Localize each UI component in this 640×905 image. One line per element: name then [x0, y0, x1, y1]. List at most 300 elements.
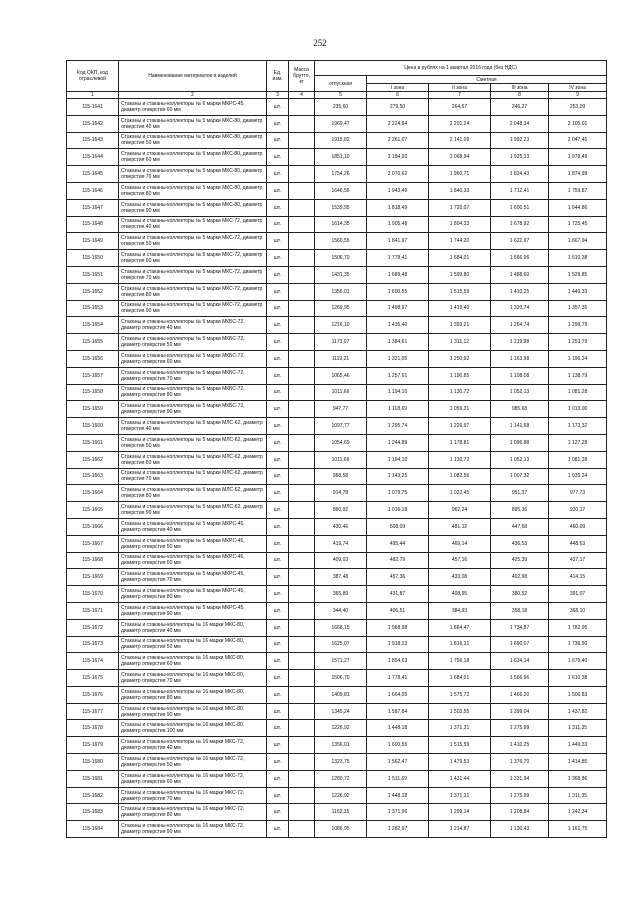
row-zone-3-price: 1 992,23: [491, 132, 549, 149]
row-unit: шт.: [267, 384, 289, 401]
row-code: 115-1669: [67, 569, 119, 586]
row-zone-2-price: 1 371,31: [429, 720, 491, 737]
row-zone-4-price: 1 253,79: [549, 334, 607, 351]
row-release-price: 1280,72: [315, 770, 367, 787]
row-release-price: 387,48: [315, 569, 367, 586]
row-release-price: 1969,47: [315, 115, 367, 132]
row-zone-2-price: 1 804,33: [429, 216, 491, 233]
row-mass: [289, 720, 315, 737]
row-code: 115-1677: [67, 703, 119, 720]
row-zone-3-price: 1 108,08: [491, 367, 549, 384]
row-name: Стаканы и стаканы-коллекторы № 5 марки МКБС-72, диаметр отверстия 90 мм: [119, 401, 267, 418]
row-zone-3-price: 1 566,96: [491, 250, 549, 267]
row-zone-3-price: 985,68: [491, 401, 549, 418]
row-zone-3-price: 1 824,43: [491, 166, 549, 183]
row-code: 115-1654: [67, 317, 119, 334]
row-name: Стаканы и стаканы-коллекторы № 5 марки МКС-72, диаметр отверстия 60 мм: [119, 250, 267, 267]
row-code: 115-1656: [67, 350, 119, 367]
table-row: [67, 602, 607, 619]
row-zone-4-price: 1 736,90: [549, 636, 607, 653]
row-zone-3-price: 1 130,43: [491, 821, 549, 838]
row-zone-1-price: 1 448,18: [367, 720, 429, 737]
row-zone-1-price: 1 841,97: [367, 233, 429, 250]
row-zone-4-price: 1 679,40: [549, 653, 607, 670]
row-zone-3-price: 1 466,20: [491, 686, 549, 703]
row-release-price: 1754,26: [315, 166, 367, 183]
row-code: 115-1652: [67, 283, 119, 300]
row-zone-4-price: 1 529,85: [549, 266, 607, 283]
row-zone-2-price: 1 684,01: [429, 250, 491, 267]
row-unit: шт.: [267, 418, 289, 435]
row-code: 115-1679: [67, 737, 119, 754]
row-zone-1-price: 2 261,07: [367, 132, 429, 149]
row-code: 115-1682: [67, 787, 119, 804]
row-zone-4-price: 253,09: [549, 99, 607, 116]
row-release-price: 1625,07: [315, 636, 367, 653]
row-zone-3-price: 1 690,07: [491, 636, 549, 653]
table-row: [67, 115, 607, 132]
row-zone-1-price: 1 384,61: [367, 334, 429, 351]
row-release-price: 1226,92: [315, 787, 367, 804]
row-zone-1-price: 1 600,55: [367, 737, 429, 754]
row-zone-1-price: 406,51: [367, 602, 429, 619]
row-release-price: 419,74: [315, 535, 367, 552]
column-number: 7: [429, 92, 491, 99]
row-zone-3-price: 1 488,60: [491, 266, 549, 283]
row-zone-4-price: 391,07: [549, 586, 607, 603]
row-code: 115-1645: [67, 166, 119, 183]
row-zone-3-price: 1 566,96: [491, 670, 549, 687]
table-row: [67, 569, 607, 586]
row-zone-1-price: 1 562,47: [367, 754, 429, 771]
row-name: Стаканы и стаканы-коллекторы № 5 марки МКРС-45, диаметр отверстия 40 мм: [119, 518, 267, 535]
row-zone-4-price: 460,09: [549, 518, 607, 535]
row-name: Стаканы и стаканы-коллекторы № 5 марки МКБС-72, диаметр отверстия 80 мм: [119, 384, 267, 401]
row-zone-3-price: 380,52: [491, 586, 549, 603]
table-row: [67, 686, 607, 703]
row-zone-2-price: 1 840,33: [429, 182, 491, 199]
row-zone-3-price: 1 320,74: [491, 300, 549, 317]
row-zone-2-price: 1 250,92: [429, 350, 491, 367]
row-mass: [289, 99, 315, 116]
row-zone-4-price: 1 610,38: [549, 670, 607, 687]
row-release-price: 1323,75: [315, 754, 367, 771]
header-code: Код ОКП, код отраслевой: [67, 61, 119, 92]
column-number-row: [67, 92, 607, 99]
row-release-price: 365,89: [315, 586, 367, 603]
row-name: Стаканы и стаканы-коллекторы № 5 марки МКБС-72, диаметр отверстия 60 мм: [119, 350, 267, 367]
column-number: 4: [289, 92, 315, 99]
row-zone-2-price: 1 022,45: [429, 485, 491, 502]
row-mass: [289, 804, 315, 821]
row-mass: [289, 334, 315, 351]
table-row: [67, 770, 607, 787]
row-zone-2-price: 1 515,59: [429, 283, 491, 300]
row-code: 115-1684: [67, 821, 119, 838]
row-unit: шт.: [267, 266, 289, 283]
row-zone-4-price: 1 138,79: [549, 367, 607, 384]
row-zone-1-price: 1 818,49: [367, 199, 429, 216]
row-release-price: 344,40: [315, 602, 367, 619]
row-zone-1-price: 482,79: [367, 552, 429, 569]
row-release-price: 1054,69: [315, 434, 367, 451]
row-zone-4-price: 368,10: [549, 602, 607, 619]
row-zone-2-price: 1 419,40: [429, 300, 491, 317]
row-zone-2-price: 1 311,12: [429, 334, 491, 351]
row-mass: [289, 132, 315, 149]
table-row: [67, 821, 607, 838]
row-name: Стаканы и стаканы-коллекторы № 5 марки МКРС-45, диаметр отверстия 60 мм: [119, 552, 267, 569]
row-zone-4-price: 2 105,01: [549, 115, 607, 132]
row-zone-3-price: 1 141,68: [491, 418, 549, 435]
row-mass: [289, 300, 315, 317]
row-zone-1-price: 1 118,69: [367, 401, 429, 418]
row-code: 115-1646: [67, 182, 119, 199]
row-unit: шт.: [267, 199, 289, 216]
row-unit: шт.: [267, 787, 289, 804]
row-code: 115-1675: [67, 670, 119, 687]
row-zone-3-price: 951,37: [491, 485, 549, 502]
row-zone-2-price: 1 431,44: [429, 770, 491, 787]
row-zone-1-price: 1 778,41: [367, 250, 429, 267]
row-zone-1-price: 1 295,74: [367, 418, 429, 435]
row-mass: [289, 434, 315, 451]
row-unit: шт.: [267, 485, 289, 502]
row-mass: [289, 468, 315, 485]
table-row: [67, 367, 607, 384]
row-zone-4-price: 1 368,86: [549, 770, 607, 787]
row-zone-2-price: 2 201,24: [429, 115, 491, 132]
table-row: [67, 670, 607, 687]
row-unit: шт.: [267, 283, 289, 300]
row-zone-3-price: 1 925,13: [491, 149, 549, 166]
row-zone-4-price: 414,15: [549, 569, 607, 586]
row-zone-1-price: 1 143,25: [367, 468, 429, 485]
row-name: Стаканы и стаканы-коллекторы № 5 марки МКС-72, диаметр отверстия 40 мм: [119, 216, 267, 233]
row-mass: [289, 686, 315, 703]
row-zone-1-price: 1 194,10: [367, 451, 429, 468]
row-code: 115-1661: [67, 434, 119, 451]
row-code: 115-1657: [67, 367, 119, 384]
row-name: Стаканы и стаканы-коллекторы № 16 марки МКС-72, диаметр отверстия 60 мм: [119, 770, 267, 787]
row-release-price: 1431,35: [315, 266, 367, 283]
row-code: 115-1671: [67, 602, 119, 619]
row-unit: шт.: [267, 182, 289, 199]
table-row: [67, 502, 607, 519]
table-row: [67, 418, 607, 435]
row-zone-1-price: 1 244,89: [367, 434, 429, 451]
row-zone-4-price: 1 506,83: [549, 686, 607, 703]
row-zone-4-price: 1 299,79: [549, 317, 607, 334]
row-zone-1-price: 495,44: [367, 535, 429, 552]
row-release-price: 1065,46: [315, 367, 367, 384]
row-release-price: 430,46: [315, 518, 367, 535]
row-zone-4-price: 1 644,86: [549, 199, 607, 216]
row-zone-2-price: 1 960,71: [429, 166, 491, 183]
header-zone-4: IV зона: [549, 84, 607, 92]
row-release-price: 1216,10: [315, 317, 367, 334]
table-row: [67, 737, 607, 754]
row-unit: шт.: [267, 670, 289, 687]
row-unit: шт.: [267, 754, 289, 771]
row-zone-2-price: 1 599,80: [429, 266, 491, 283]
column-number: 6: [367, 92, 429, 99]
row-zone-3-price: 246,27: [491, 99, 549, 116]
row-release-price: 1506,70: [315, 670, 367, 687]
table-row: [67, 468, 607, 485]
row-zone-4-price: 1 013,00: [549, 401, 607, 418]
row-unit: шт.: [267, 434, 289, 451]
page-number: 252: [313, 38, 327, 48]
row-release-price: 235,60: [315, 99, 367, 116]
row-name: Стаканы и стаканы-коллекторы № 16 марки МКС-72, диаметр отверстия 90 мм: [119, 821, 267, 838]
row-mass: [289, 653, 315, 670]
row-name: Стаканы и стаканы-коллекторы № 5 марки МКБС-72, диаметр отверстия 50 мм: [119, 334, 267, 351]
row-unit: шт.: [267, 132, 289, 149]
row-unit: шт.: [267, 720, 289, 737]
row-code: 115-1649: [67, 233, 119, 250]
column-number: 2: [119, 92, 267, 99]
row-name: Стаканы и стаканы-коллекторы № 16 марки МКС-72, диаметр отверстия 70 мм: [119, 787, 267, 804]
row-code: 115-1664: [67, 485, 119, 502]
row-name: Стаканы и стаканы-коллекторы № 5 марки МКС-80, диаметр отверстия 80 мм: [119, 182, 267, 199]
row-zone-3-price: 447,68: [491, 518, 549, 535]
row-zone-2-price: 2 141,09: [429, 132, 491, 149]
row-zone-2-price: 2 068,94: [429, 149, 491, 166]
row-unit: шт.: [267, 250, 289, 267]
table-row: [67, 804, 607, 821]
row-code: 115-1642: [67, 115, 119, 132]
row-mass: [289, 149, 315, 166]
row-zone-3-price: 1 399,04: [491, 703, 549, 720]
row-zone-4-price: 1 081,28: [549, 384, 607, 401]
row-unit: шт.: [267, 586, 289, 603]
row-zone-1-price: 1 854,63: [367, 653, 429, 670]
row-name: Стаканы и стаканы-коллекторы № 5 марки МКС-80, диаметр отверстия 50 мм: [119, 132, 267, 149]
row-code: 115-1665: [67, 502, 119, 519]
row-code: 115-1644: [67, 149, 119, 166]
row-release-price: 1173,07: [315, 334, 367, 351]
row-zone-1-price: 2 070,62: [367, 166, 429, 183]
row-mass: [289, 485, 315, 502]
row-unit: шт.: [267, 350, 289, 367]
row-zone-2-price: 457,16: [429, 552, 491, 569]
row-mass: [289, 770, 315, 787]
row-unit: шт.: [267, 518, 289, 535]
row-release-price: 1226,92: [315, 720, 367, 737]
row-release-price: 409,03: [315, 552, 367, 569]
row-zone-4-price: 1 161,75: [549, 821, 607, 838]
table-row: [67, 434, 607, 451]
row-mass: [289, 401, 315, 418]
row-unit: шт.: [267, 636, 289, 653]
row-code: 115-1683: [67, 804, 119, 821]
table-row: [67, 754, 607, 771]
row-name: Стаканы и стаканы-коллекторы № 16 марки МКС-80, диаметр отверстия 50 мм: [119, 636, 267, 653]
row-mass: [289, 317, 315, 334]
row-zone-3-price: 1 410,25: [491, 737, 549, 754]
row-zone-1-price: 1 600,55: [367, 283, 429, 300]
row-zone-1-price: 279,50: [367, 99, 429, 116]
row-unit: шт.: [267, 821, 289, 838]
row-zone-2-price: 1 082,56: [429, 468, 491, 485]
row-zone-3-price: 1 275,99: [491, 787, 549, 804]
row-zone-3-price: 1 712,41: [491, 182, 549, 199]
row-release-price: 1668,15: [315, 619, 367, 636]
row-name: Стаканы и стаканы-коллекторы № 5 марки МЛС-62, диаметр отверстия 80 мм: [119, 485, 267, 502]
row-zone-2-price: 1 371,31: [429, 787, 491, 804]
table-row: [67, 216, 607, 233]
table-row: [67, 350, 607, 367]
row-unit: шт.: [267, 502, 289, 519]
row-zone-2-price: 1 756,18: [429, 653, 491, 670]
row-zone-1-price: 1 321,05: [367, 350, 429, 367]
row-zone-2-price: 1 130,72: [429, 384, 491, 401]
header-mass: Масса брутто, кг: [289, 61, 315, 92]
row-zone-1-price: 1 194,10: [367, 384, 429, 401]
row-zone-1-price: 2 224,64: [367, 115, 429, 132]
row-zone-3-price: 425,39: [491, 552, 549, 569]
row-zone-4-price: 1 725,45: [549, 216, 607, 233]
row-code: 115-1667: [67, 535, 119, 552]
row-code: 115-1672: [67, 619, 119, 636]
row-zone-2-price: 1 864,47: [429, 619, 491, 636]
table-row: [67, 334, 607, 351]
row-zone-4-price: 437,17: [549, 552, 607, 569]
row-code: 115-1668: [67, 552, 119, 569]
row-name: Стаканы и стаканы-коллекторы № 16 марки МКС-80, диаметр отверстия 90 мм: [119, 703, 267, 720]
row-mass: [289, 602, 315, 619]
row-code: 115-1647: [67, 199, 119, 216]
row-mass: [289, 451, 315, 468]
row-code: 115-1673: [67, 636, 119, 653]
row-code: 115-1662: [67, 451, 119, 468]
row-name: Стаканы и стаканы-коллекторы № 16 марки МКС-80, диаметр отверстия 70 мм: [119, 670, 267, 687]
table-row: [67, 166, 607, 183]
table-row: [67, 317, 607, 334]
row-zone-3-price: 1 410,25: [491, 283, 549, 300]
row-mass: [289, 283, 315, 300]
header-unit: Ед. изм.: [267, 61, 289, 92]
table-row: [67, 199, 607, 216]
row-zone-2-price: 1 515,59: [429, 737, 491, 754]
row-zone-3-price: 1 007,32: [491, 468, 549, 485]
row-zone-1-price: 1 511,69: [367, 770, 429, 787]
row-unit: шт.: [267, 300, 289, 317]
row-release-price: 1356,01: [315, 283, 367, 300]
row-code: 115-1676: [67, 686, 119, 703]
row-zone-3-price: 436,53: [491, 535, 549, 552]
row-mass: [289, 552, 315, 569]
row-name: Стаканы и стаканы-коллекторы № 5 марки МЛС-62, диаметр отверстия 60 мм: [119, 451, 267, 468]
table-row: [67, 401, 607, 418]
row-mass: [289, 502, 315, 519]
header-name: Наименование материалов и изделий: [119, 61, 267, 92]
row-code: 115-1648: [67, 216, 119, 233]
row-mass: [289, 518, 315, 535]
row-unit: шт.: [267, 334, 289, 351]
row-unit: шт.: [267, 401, 289, 418]
row-name: Стаканы и стаканы-коллекторы № 16 марки МКС-72, диаметр отверстия 50 мм: [119, 754, 267, 771]
row-unit: шт.: [267, 216, 289, 233]
row-mass: [289, 619, 315, 636]
table-row: [67, 653, 607, 670]
row-code: 115-1651: [67, 266, 119, 283]
table-row: [67, 266, 607, 283]
row-name: Стаканы и стаканы-коллекторы № 5 марки МКБС-72, диаметр отверстия 70 мм: [119, 367, 267, 384]
row-zone-1-price: 1 689,48: [367, 266, 429, 283]
row-zone-2-price: 433,08: [429, 569, 491, 586]
row-release-price: 914,78: [315, 485, 367, 502]
row-name: Стаканы и стаканы-коллекторы № 5 марки МКРС-45, диаметр отверстия 50 мм: [119, 535, 267, 552]
row-zone-1-price: 1 587,84: [367, 703, 429, 720]
row-zone-2-price: 1 178,81: [429, 434, 491, 451]
row-zone-2-price: 1 684,01: [429, 670, 491, 687]
row-zone-1-price: 1 016,18: [367, 502, 429, 519]
row-mass: [289, 754, 315, 771]
row-unit: шт.: [267, 367, 289, 384]
price-table: [66, 60, 607, 838]
row-zone-3-price: 1 622,97: [491, 233, 549, 250]
row-zone-3-price: 1 052,13: [491, 451, 549, 468]
row-unit: шт.: [267, 233, 289, 250]
header-zone-2: II зона: [429, 84, 491, 92]
header-price-title: Цена в рублях на 1 квартал 2016 года (без НДС): [315, 61, 607, 76]
row-unit: шт.: [267, 99, 289, 116]
row-release-price: 968,58: [315, 468, 367, 485]
row-zone-3-price: 1 264,74: [491, 317, 549, 334]
table-row: [67, 132, 607, 149]
row-name: Стаканы и стаканы-коллекторы № 16 марки МКС-80, диаметр отверстия 40 мм: [119, 619, 267, 636]
row-code: 115-1641: [67, 99, 119, 116]
row-zone-4-price: 1 242,34: [549, 804, 607, 821]
row-name: Стаканы и стаканы-коллекторы № 5 марки МКС-80, диаметр отверстия 40 мм: [119, 115, 267, 132]
row-zone-2-price: 481,12: [429, 518, 491, 535]
row-mass: [289, 535, 315, 552]
row-zone-3-price: 1 678,92: [491, 216, 549, 233]
row-mass: [289, 350, 315, 367]
row-zone-2-price: 1 720,07: [429, 199, 491, 216]
row-zone-3-price: 1 331,94: [491, 770, 549, 787]
row-code: 115-1659: [67, 401, 119, 418]
row-zone-1-price: 1 918,13: [367, 636, 429, 653]
row-zone-2-price: 1 190,85: [429, 367, 491, 384]
row-mass: [289, 384, 315, 401]
row-unit: шт.: [267, 468, 289, 485]
table-row: [67, 485, 607, 502]
header-zone-3: III зона: [491, 84, 549, 92]
row-code: 115-1655: [67, 334, 119, 351]
column-number: 5: [315, 92, 367, 99]
row-mass: [289, 182, 315, 199]
row-zone-2-price: 264,67: [429, 99, 491, 116]
row-zone-2-price: 1 214,87: [429, 821, 491, 838]
row-zone-1-price: 1 282,97: [367, 821, 429, 838]
row-release-price: 1086,95: [315, 821, 367, 838]
row-code: 115-1663: [67, 468, 119, 485]
row-mass: [289, 233, 315, 250]
row-zone-2-price: 1 816,31: [429, 636, 491, 653]
table-row: [67, 586, 607, 603]
row-mass: [289, 703, 315, 720]
row-zone-4-price: 2 047,45: [549, 132, 607, 149]
row-name: Стаканы и стаканы-коллекторы № 16 марки МКС-72, диаметр отверстия 80 мм: [119, 804, 267, 821]
row-unit: шт.: [267, 115, 289, 132]
row-zone-3-price: 1 052,13: [491, 384, 549, 401]
row-mass: [289, 670, 315, 687]
table-row: [67, 250, 607, 267]
row-zone-4-price: 1 081,28: [549, 451, 607, 468]
